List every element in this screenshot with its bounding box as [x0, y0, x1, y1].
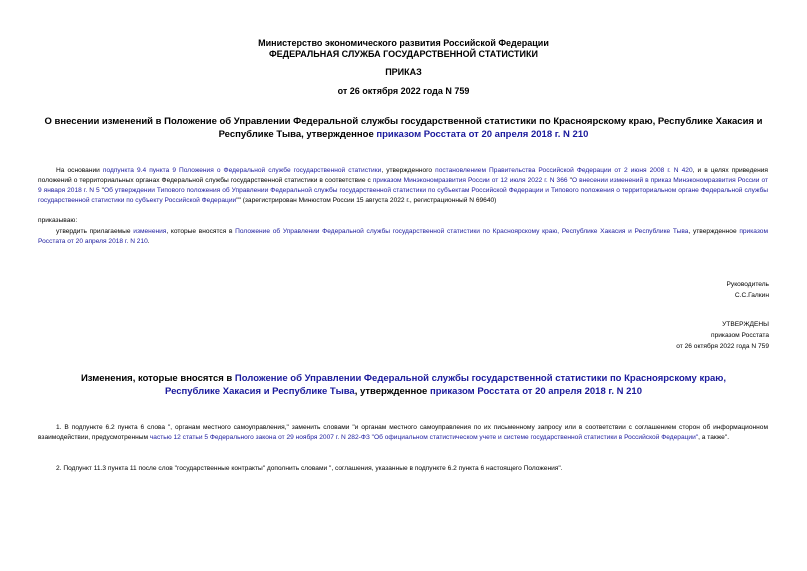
changes-title-link-order[interactable]: приказом Росстата от 20 апреля 2018 г. N 210	[429, 386, 643, 397]
doc-date: от 26 октября 2022 года N 759	[337, 86, 470, 96]
signature-name: С.С.Галкин	[734, 292, 769, 299]
change-item-1	[38, 423, 768, 443]
approve-text: , утвержденное	[688, 228, 740, 235]
order-word: приказываю:	[38, 217, 78, 224]
approved-line-1: УТВЕРЖДЕНЫ	[722, 321, 769, 328]
ministry-name: Министерство экономического развития Российской Федерации	[258, 38, 549, 48]
changes-title-text: Изменения, которые вносятся в	[80, 373, 235, 384]
signature-role: Руководитель	[726, 281, 769, 288]
doc-type: ПРИКАЗ	[385, 67, 422, 77]
preamble-link-5[interactable]: Об утверждении Типового положения об Управлении Федеральной службы государственной статистики по субъектам Российской Федерации и Типового положения о территориальном органе Федеральной службы государственной статистики по субъекту Российской Федерации	[38, 187, 768, 204]
item1-link-law[interactable]: частью 12 статьи 5 Федерального закона от 29 ноября 2007 г. N 282-ФЗ "Об официальном статистическом учете и системе государственной статистики в Российской Федерации"	[149, 434, 699, 441]
preamble-text: "	[99, 187, 105, 194]
document-title	[35, 115, 772, 141]
preamble-link-2[interactable]: постановлением Правительства Российской Федерации от 2 июня 2008 г. N 420	[435, 167, 693, 174]
preamble-link-3[interactable]: приказом Минэкономразвития России от 12 июля 2022 г. N 366	[372, 177, 568, 184]
item1-text: 1. В подпункте 6.2 пункта 6 слова ", органам местного самоуправления," заменить словами "и органам местного самоуправления по их письменному запросу или в соответствии с соглашением сторон об информационном взаимодействии, предусмотренным	[38, 424, 768, 441]
change-item-2	[38, 464, 768, 474]
approve-text: , которые вносятся в	[166, 228, 236, 235]
approve-link-changes[interactable]: изменения	[133, 228, 167, 235]
preamble-text: На основании	[56, 167, 103, 174]
approve-link-order[interactable]: приказом Росстата от 20 апреля 2018 г. N 210	[38, 228, 769, 245]
item1-text: , а также".	[698, 434, 730, 441]
title-link[interactable]: приказом Росстата от 20 апреля 2018 г. N 210	[376, 129, 589, 140]
approve-text: утвердить прилагаемые	[56, 228, 134, 235]
preamble-text: "" (зарегистрирован Минюстом России 15 августа 2022 г., регистрационный N 69640)	[236, 197, 497, 204]
approve-link-regulation[interactable]: Положение об Управлении Федеральной службы государственной статистики по Красноярскому краю, Республике Хакасия и Республике Тыва	[235, 228, 689, 235]
approve-paragraph	[38, 227, 768, 247]
changes-title-link-regulation[interactable]: Положение об Управлении Федеральной службы государственной статистики по Красноярскому краю, Республике Хакасия и Республике Тыва	[164, 373, 727, 397]
preamble-text: "	[567, 177, 572, 184]
preamble-paragraph	[38, 166, 768, 206]
approve-text: .	[147, 238, 150, 245]
approved-line-3: от 26 октября 2022 года N 759	[676, 343, 769, 350]
title-text: О внесении изменений в Положение об Управлении Федеральной службы государственной статистики по Красноярскому краю, Республике Хакасия и Республике Тыва, утвержденное	[44, 116, 763, 140]
preamble-text: , и в целях приведения положений о территориальных органах Федеральной службы государственной статистики в соответствие с	[38, 167, 768, 184]
preamble-link-4[interactable]: О внесении изменений в приказ Минэкономразвития России от 9 января 2018 г. N 5	[38, 177, 768, 194]
approved-line-2: приказом Росстата	[711, 332, 769, 339]
preamble-text: , утвержденного	[381, 167, 436, 174]
preamble-link-1[interactable]: подпункта 9.4 пункта 9 Положения о Федеральной службе государственной статистики	[102, 167, 382, 174]
changes-title	[60, 372, 747, 398]
changes-title-text: , утвержденное	[354, 386, 430, 397]
service-name: ФЕДЕРАЛЬНАЯ СЛУЖБА ГОСУДАРСТВЕННОЙ СТАТИСТИКИ	[269, 49, 538, 59]
item2-text: 2. Подпункт 11.3 пункта 11 после слов "государственные контракты" дополнить словами ", соглашения, указанные в подпункте 6.2 пункта 6 настоящего Положения".	[56, 465, 563, 472]
